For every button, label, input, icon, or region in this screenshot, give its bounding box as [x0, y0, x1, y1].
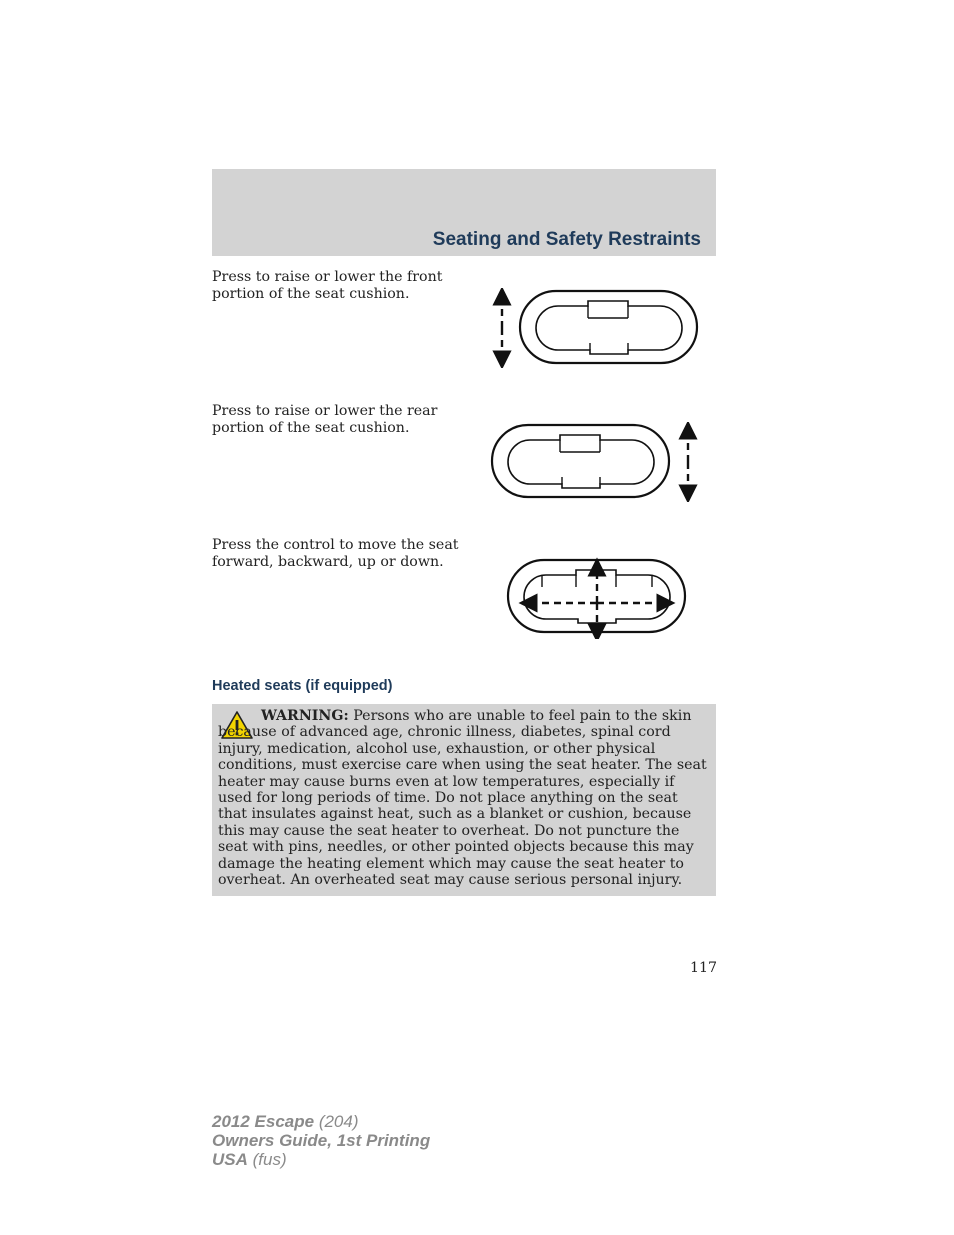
- front-tilt-description: Press to raise or lower the front portion of the seat cushion.: [212, 269, 443, 302]
- section-title: Seating and Safety Restraints: [432, 229, 701, 250]
- seat-four-way-icon: [504, 557, 690, 639]
- seat-front-tilt-icon: [488, 288, 702, 368]
- rear-tilt-description: Press to raise or lower the rear portion of the seat cushion.: [212, 403, 438, 436]
- seat-rear-tilt-icon: [488, 422, 702, 502]
- footer-line-3: USA (fus): [212, 1150, 287, 1169]
- warning-text: [218, 708, 710, 888]
- heated-seats-heading: Heated seats (if equipped): [212, 678, 393, 694]
- footer-line-1: 2012 Escape (204): [212, 1112, 359, 1131]
- page-number: 117: [690, 960, 718, 976]
- footer: [212, 1112, 430, 1169]
- four-way-description: Press the control to move the seat forward, backward, up or down.: [212, 537, 459, 570]
- section-header-band: [212, 169, 716, 256]
- warning-box: [212, 704, 716, 896]
- warning-label: WARNING:: [261, 708, 349, 724]
- warning-body: Persons who are unable to feel pain to the skin because of advanced age, chronic illness, diabetes, spinal cord injury, medication, alcohol use, exhaustion, or other physical conditions, must exercise care when using the seat heater. The seat heater may cause burns even at low temperatures, especially if used for long periods of time. Do not place anything on the seat that insulates against heat, such as a blanket or cushion, because this may cause the seat heater to overheat. Do not puncture the seat with pins, needles, or other pointed objects because this may damage the heating element which may cause the seat heater to overheat. An overheated seat may cause serious personal injury.: [218, 708, 707, 889]
- footer-line-2: Owners Guide, 1st Printing: [212, 1131, 431, 1150]
